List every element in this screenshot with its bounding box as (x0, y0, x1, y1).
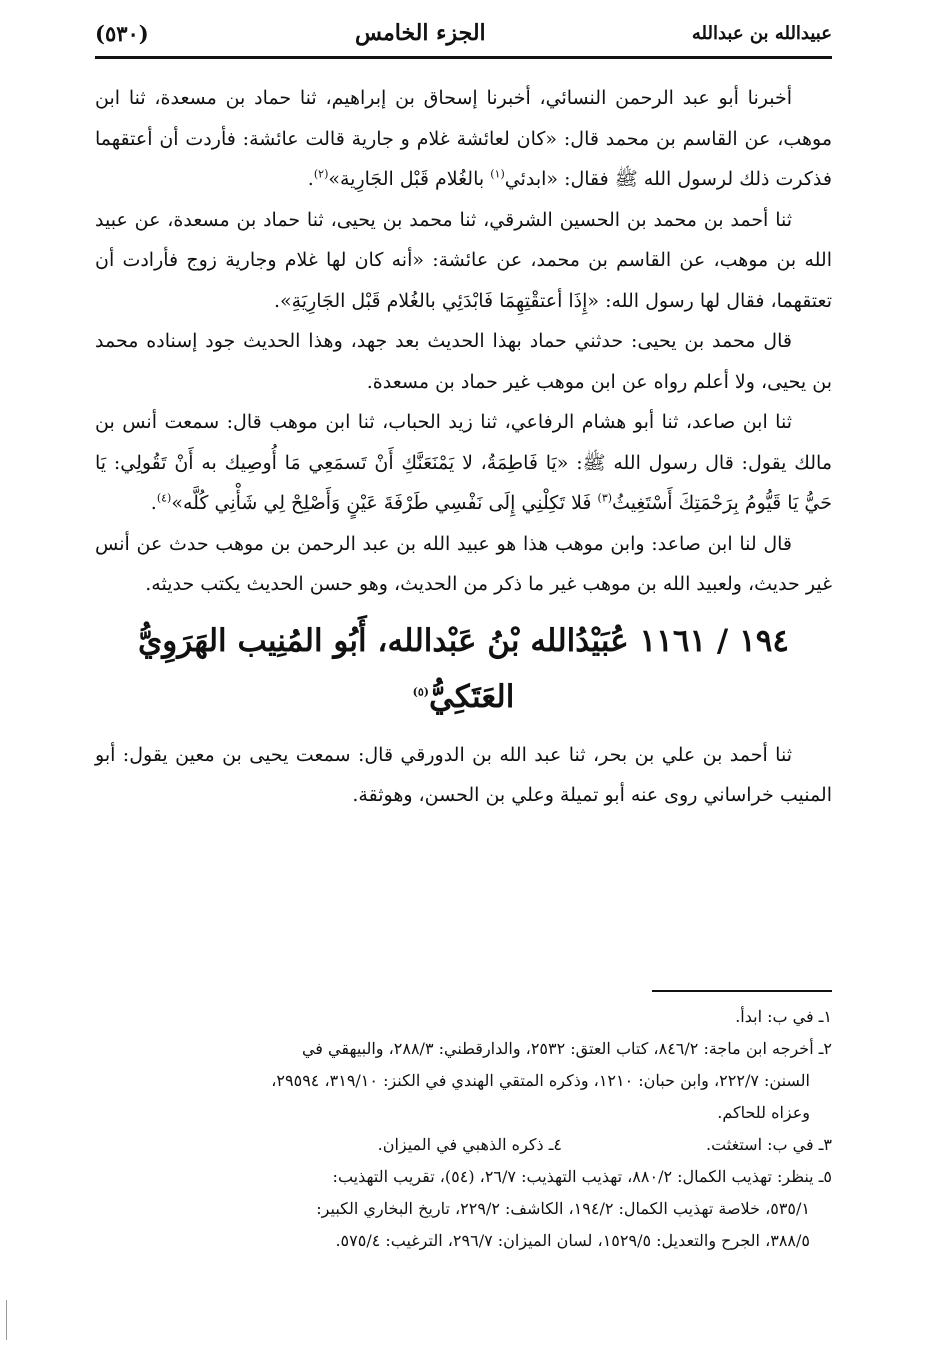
paragraph-4-tail: فَلا تَكِلْنِي إِلَى نَفْسِي طَرْفَةَ عَيْنٍ وَأَصْلِحْ لِي شَأْنِي كُلَّه» (171, 492, 598, 514)
footnote-ref-2: (٢) (313, 167, 329, 181)
footnote-3-4-row (95, 1129, 832, 1161)
footnote-2-line-3: وعزاه للحاكم. (717, 1103, 810, 1122)
footnote-ref-1: (١) (490, 167, 505, 181)
entry-heading-text: ١٩٤ / ١١٦١ عُبَيْدُالله بْنُ عَبْدالله، أَبُو المُنِيب الهَرَوِيُّ العَتَكِيُّ (137, 622, 790, 715)
part-title: الجزء الخامس (354, 20, 486, 46)
main-text (95, 78, 832, 816)
paragraph-1-end: . (307, 168, 314, 190)
entry-heading (95, 613, 832, 725)
paragraph-4 (95, 402, 832, 524)
paragraph-1 (95, 78, 832, 200)
paragraph-4-text: ثنا ابن صاعد، ثنا أبو هشام الرفاعي، ثنا زيد الحباب، ثنا ابن موهب قال: سمعت أنس بن مالك يقول: قال رسول الله ﷺ: «يَا فَاطِمَةُ، لا يَمْنَعَنَّكِ أَنْ تَسمَعِي مَا أُوصِيك به أَنْ تَقُولِي: يَا حَيُّ يَا قَيُّومُ بِرَحْمَتِكَ أَسْتَغِيثُ (95, 411, 832, 514)
footnote-5-line-3: ٣٨٨/٥، الجرح والتعديل: ١٥٢٩/٥، لسان الميزان: ٢٩٦/٧، الترغيب: ٥٧٥/٤. (335, 1231, 810, 1250)
footnote-1: ١ـ في ب: ابدأ. (735, 1007, 832, 1026)
paragraph-2: ثنا أحمد بن محمد بن الحسين الشرقي، ثنا محمد بن يحيى، ثنا حماد بن مسعدة، عن عبيد الله بن موهب، عن القاسم بن محمد، عن عائشة: «أنه كان لها غلام وجارية زوج فأرادت أن تعتقهما، فقال لها رسول الله: «إِذَا أعتقْتِهِمَا فَابْدَئِي بالغُلام قَبْل الجَارِيَةِ». (95, 208, 832, 312)
header-rule (95, 56, 832, 59)
footnote-ref-4: (٤) (156, 491, 172, 505)
footnote-4: ٤ـ ذكره الذهبي في الميزان. (377, 1135, 562, 1154)
footnote-ref-5: (٥) (412, 685, 430, 699)
paragraph-1-tail: بالغُلام قَبْل الجَارِية» (328, 168, 491, 190)
footnote-2-line-2: السنن: ٢٢٢/٧، وابن حبان: ١٢١٠، وذكره المتقي الهندي في الكنز: ٣١٩/١٠، ٢٩٥٩٤، (271, 1071, 810, 1090)
paragraph-4-end: . (150, 492, 157, 514)
paragraph-5: قال لنا ابن صاعد: وابن موهب هذا هو عبيد الله بن عبد الرحمن بن موهب حدث عن أنس غير حديث، ولعبيد الله بن موهب غير ما ذكر من الحديث، وهو حسن الحديث يكتب حديثه. (95, 532, 832, 595)
footnote-3: ٣ـ في ب: استغثت. (706, 1135, 832, 1154)
paragraph-3: قال محمد بن يحيى: حدثني حماد بهذا الحديث بعد جهد، وهذا الحديث جود إسناده محمد بن يحيى، ولا أعلم رواه عن ابن موهب غير حماد بن مسعدة. (95, 330, 832, 393)
footnotes (95, 1001, 832, 1257)
paragraph-6: ثنا أحمد بن علي بن بحر، ثنا عبد الله بن الدورقي قال: سمعت يحيى بن معين يقول: أبو المنيب خراساني روى عنه أبو تميلة وعلي بن الحسن، وهوثقة. (95, 743, 832, 806)
scan-margin-mark (6, 1300, 7, 1340)
page-header (95, 14, 832, 52)
footnote-rule (652, 990, 832, 992)
page-number: (٥٣٠) (95, 20, 149, 46)
paragraph-1-text: أخبرنا أبو عبد الرحمن النسائي، أخبرنا إسحاق بن إبراهيم، ثنا حماد بن مسعدة، ثنا ابن موهب، عن القاسم بن محمد قال: «كان لعائشة غلام و جارية قالت عائشة: فأردت أن أعتقهما فذكرت ذلك لرسول الله ﷺ فقال: «ابدئي (95, 87, 832, 190)
footnote-ref-3: (٣) (597, 491, 613, 505)
footnote-5-line-2: ٥٣٥/١، خلاصة تهذيب الكمال: ١٩٤/٢، الكاشف: ٢٢٩/٢، تاريخ البخاري الكبير: (316, 1199, 810, 1218)
footnote-5-line-1: ٥ـ ينظر: تهذيب الكمال: ٨٨٠/٢، تهذيب التهذيب: ٢٦/٧، (٥٤)، تقريب التهذيب: (332, 1167, 832, 1186)
footnote-2-line-1: ٢ـ أخرجه ابن ماجة: ٨٤٦/٢، كتاب العتق: ٢٥٣٢، والدارقطني: ٢٨٨/٣، والبيهقي في (301, 1039, 832, 1058)
running-title: عبيدالله بن عبدالله (691, 22, 832, 44)
